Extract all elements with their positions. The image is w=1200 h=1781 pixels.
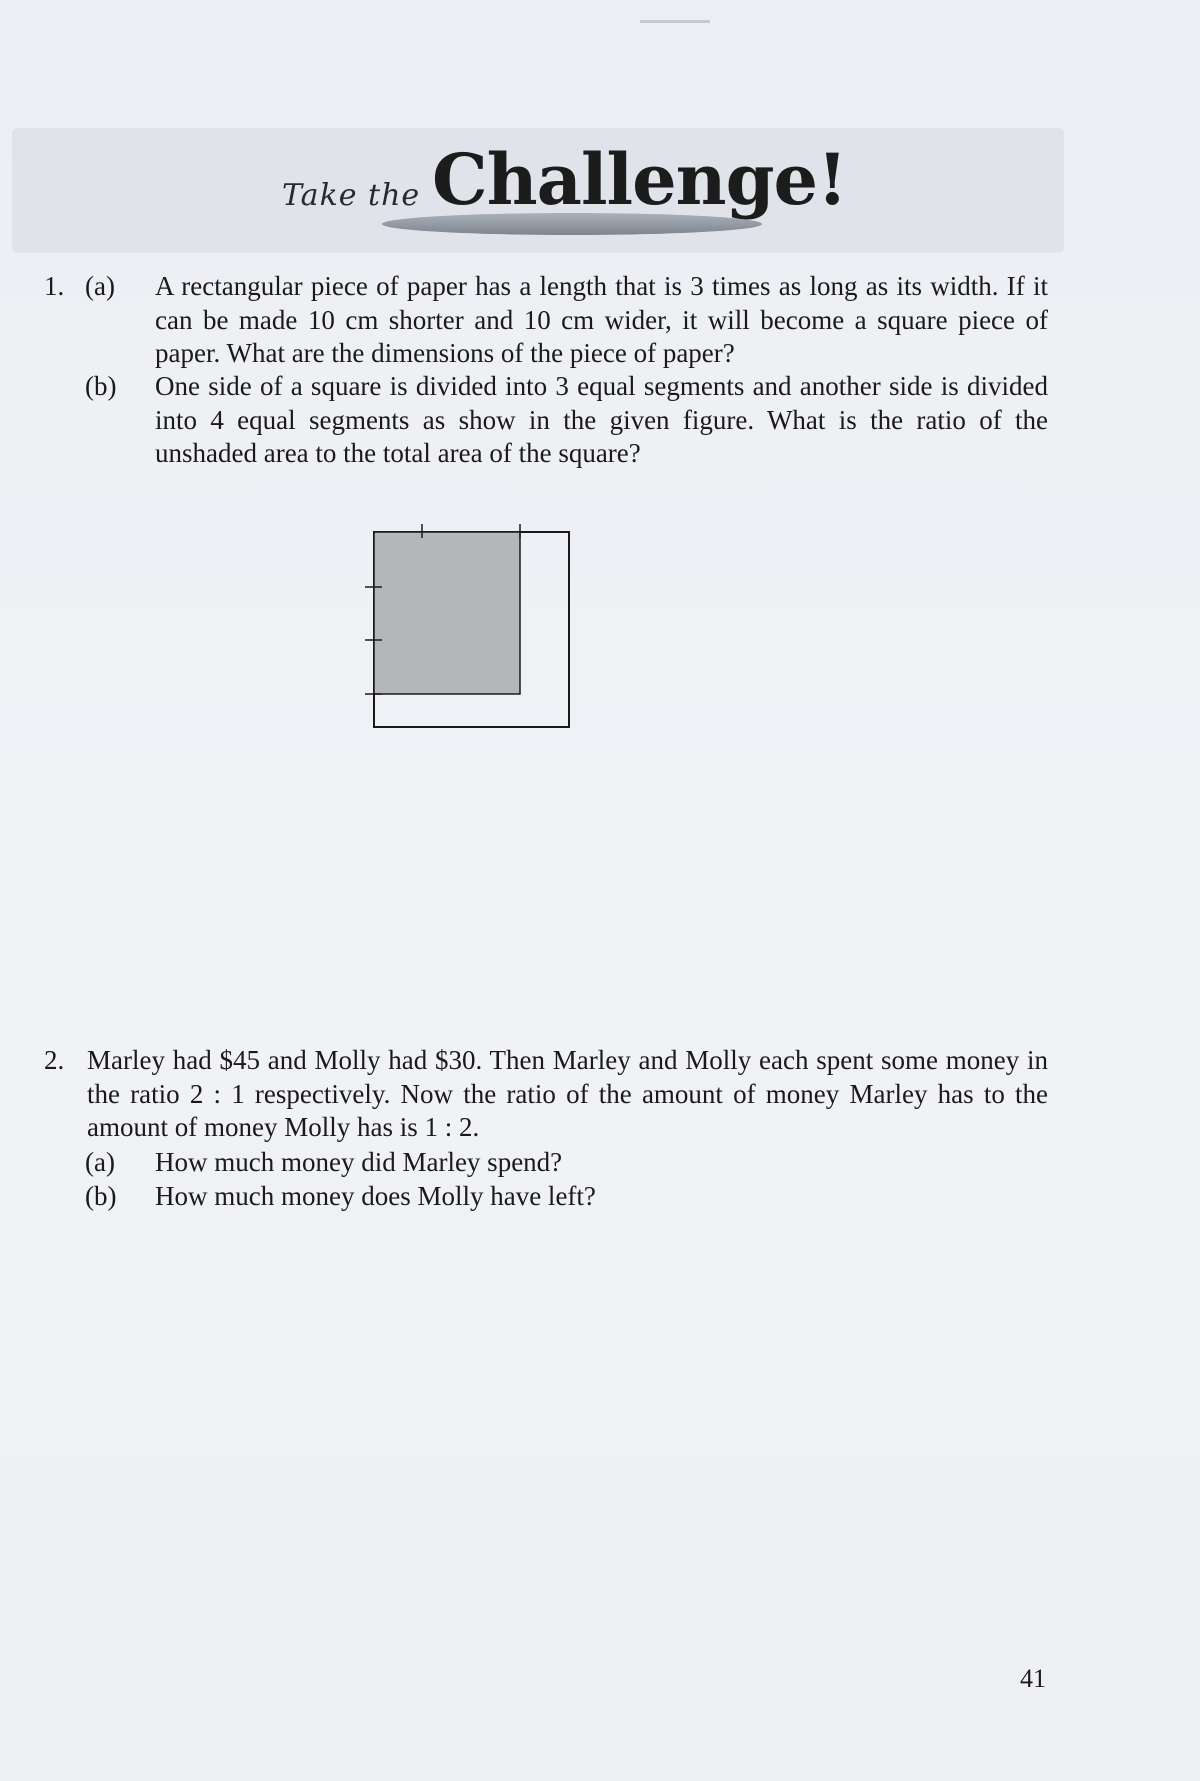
shaded-region [374,532,520,694]
question-2-stem: Marley had $45 and Molly had $30. Then Marley and Molly each spent some money in the ratio 2 : 1 respectively. Now the ratio of the amount of money Marley has to the amount of money Molly has is 1 : 2. [87,1045,1048,1142]
part-label: (a) [85,271,115,301]
part-label: (b) [85,1181,117,1211]
question-2a-text: How much money did Marley spend? [155,1147,563,1177]
title-prefix: Take the [282,178,421,213]
question-number: 2. [44,1045,65,1075]
question-1a-text: A rectangular piece of paper has a length that is 3 times as long as its width. If it can be made 10 cm shorter and 10 cm wider, it will become a square piece of paper. What are the dimensions of the piece of paper? [155,271,1048,368]
part-label: (b) [85,371,117,401]
scan-smudge [640,20,710,23]
title-main: Challenge! [432,138,847,221]
part-label: (a) [85,1147,115,1177]
page-number: 41 [1020,1664,1046,1693]
challenge-header [282,138,847,250]
question-1b-text: One side of a square is divided into 3 equal segments and another side is divided into 4 equal segments as show in the given figure. What is the ratio of the unshaded area to the total area of the square? [155,371,1048,468]
question-2b-text: How much money does Molly have left? [155,1181,596,1211]
question-number: 1. [44,271,65,301]
square-figure [360,522,575,732]
